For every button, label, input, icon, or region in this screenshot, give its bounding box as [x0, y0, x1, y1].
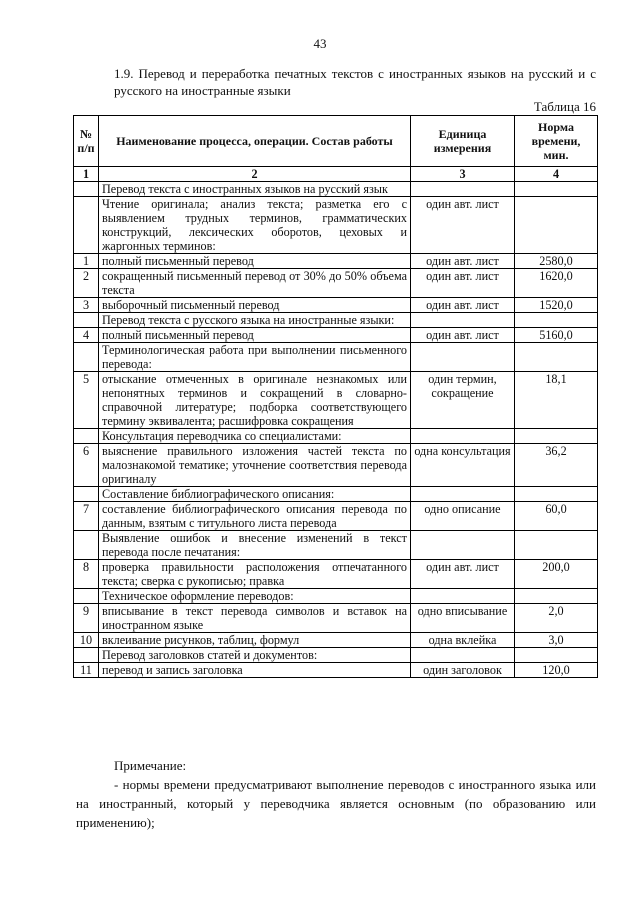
table-row — [74, 182, 598, 197]
table-row — [74, 372, 598, 429]
row-number — [74, 343, 99, 372]
row-number — [74, 182, 99, 197]
table-row — [74, 604, 598, 633]
norms-table — [73, 115, 598, 678]
row-norm: 2580,0 — [515, 254, 598, 269]
row-number — [74, 648, 99, 663]
row-norm — [515, 648, 598, 663]
notes-section — [76, 756, 596, 832]
table-row — [74, 633, 598, 648]
row-process-name: Консультация переводчика со специалистами: — [99, 429, 411, 444]
row-norm — [515, 343, 598, 372]
table-row — [74, 589, 598, 604]
row-unit — [411, 313, 515, 328]
row-process-name: Перевод текста с русского языка на иностранные языки: — [99, 313, 411, 328]
row-number: 8 — [74, 560, 99, 589]
row-unit: один авт. лист — [411, 197, 515, 254]
row-norm: 5160,0 — [515, 328, 598, 343]
section-heading-text: 1.9. Перевод и переработка печатных текстов с иностранных языков на русский и с русского на иностранные языки — [114, 66, 596, 98]
row-process-name: отыскание отмеченных в оригинале незнакомых или непонятных терминов и сокращений в словарно-справочной литературе; подборка соответствующего термину эквивалента; расшифровка сокращения — [99, 372, 411, 429]
row-unit: одно вписывание — [411, 604, 515, 633]
row-unit: одно описание — [411, 502, 515, 531]
table-row — [74, 343, 598, 372]
row-number — [74, 429, 99, 444]
row-process-name: вписывание в текст перевода символов и вставок на иностранном языке — [99, 604, 411, 633]
row-unit: один термин, сокращение — [411, 372, 515, 429]
row-unit — [411, 487, 515, 502]
table-row — [74, 648, 598, 663]
row-number — [74, 487, 99, 502]
column-number-4: 4 — [515, 167, 598, 182]
row-process-name: Перевод текста с иностранных языков на русский язык — [99, 182, 411, 197]
table-row — [74, 502, 598, 531]
table-row — [74, 197, 598, 254]
row-number: 7 — [74, 502, 99, 531]
row-norm — [515, 487, 598, 502]
section-heading — [76, 65, 596, 99]
row-unit — [411, 589, 515, 604]
column-numbers-row — [74, 167, 598, 182]
row-unit — [411, 648, 515, 663]
header-process-name: Наименование процесса, операции. Состав работы — [99, 116, 411, 167]
row-unit: одна консультация — [411, 444, 515, 487]
table-header-row — [74, 116, 598, 167]
row-process-name: Составление библиографического описания: — [99, 487, 411, 502]
table-row — [74, 487, 598, 502]
column-number-1: 1 — [74, 167, 99, 182]
row-unit — [411, 182, 515, 197]
row-number — [74, 531, 99, 560]
row-number: 4 — [74, 328, 99, 343]
row-norm: 1520,0 — [515, 298, 598, 313]
table-row — [74, 269, 598, 298]
row-number: 1 — [74, 254, 99, 269]
note-item: - нормы времени предусматривают выполнение переводов с иностранного языка или на иностранный, который у переводчика является основным (по образованию или применению); — [76, 777, 596, 830]
column-number-2: 2 — [99, 167, 411, 182]
row-norm: 200,0 — [515, 560, 598, 589]
row-process-name: Чтение оригинала; анализ текста; разметка его с выявлением трудных терминов, грамматических конструкций, лексических оборотов, цеховых и жаргонных терминов: — [99, 197, 411, 254]
row-process-name: выборочный письменный перевод — [99, 298, 411, 313]
table-row — [74, 444, 598, 487]
row-number — [74, 197, 99, 254]
row-number — [74, 313, 99, 328]
table-row — [74, 429, 598, 444]
row-process-name: Терминологическая работа при выполнении письменного перевода: — [99, 343, 411, 372]
row-unit — [411, 343, 515, 372]
row-number: 6 — [74, 444, 99, 487]
row-unit: одна вклейка — [411, 633, 515, 648]
row-process-name: проверка правильности расположения отпечатанного текста; сверка с рукописью; правка — [99, 560, 411, 589]
row-norm — [515, 589, 598, 604]
row-number: 5 — [74, 372, 99, 429]
row-norm: 60,0 — [515, 502, 598, 531]
row-number: 9 — [74, 604, 99, 633]
row-process-name: Перевод заголовков статей и документов: — [99, 648, 411, 663]
row-unit: один авт. лист — [411, 560, 515, 589]
row-unit — [411, 429, 515, 444]
row-unit: один авт. лист — [411, 328, 515, 343]
row-norm: 2,0 — [515, 604, 598, 633]
row-unit — [411, 531, 515, 560]
row-process-name: Техническое оформление переводов: — [99, 589, 411, 604]
row-process-name: перевод и запись заголовка — [99, 663, 411, 678]
row-unit: один авт. лист — [411, 269, 515, 298]
table-row — [74, 298, 598, 313]
table-row — [74, 328, 598, 343]
row-norm — [515, 182, 598, 197]
header-number: № п/п — [74, 116, 99, 167]
table-row — [74, 560, 598, 589]
column-number-3: 3 — [411, 167, 515, 182]
row-process-name: вклеивание рисунков, таблиц, формул — [99, 633, 411, 648]
row-norm — [515, 313, 598, 328]
row-number — [74, 589, 99, 604]
row-unit: один заголовок — [411, 663, 515, 678]
row-number: 3 — [74, 298, 99, 313]
row-number: 10 — [74, 633, 99, 648]
header-norm: Норма времени, мин. — [515, 116, 598, 167]
header-unit: Единица измерения — [411, 116, 515, 167]
page-number: 43 — [313, 36, 327, 51]
row-norm: 18,1 — [515, 372, 598, 429]
row-process-name: сокращенный письменный перевод от 30% до 50% объема текста — [99, 269, 411, 298]
row-norm — [515, 531, 598, 560]
row-norm: 36,2 — [515, 444, 598, 487]
row-norm: 1620,0 — [515, 269, 598, 298]
row-number: 2 — [74, 269, 99, 298]
row-norm: 3,0 — [515, 633, 598, 648]
table-row — [74, 531, 598, 560]
row-unit: один авт. лист — [411, 254, 515, 269]
notes-title: Примечание: — [114, 758, 187, 773]
row-process-name: Выявление ошибок и внесение изменений в текст перевода после печатания: — [99, 531, 411, 560]
row-norm: 120,0 — [515, 663, 598, 678]
table-row — [74, 254, 598, 269]
row-number: 11 — [74, 663, 99, 678]
row-norm — [515, 429, 598, 444]
table-row — [74, 313, 598, 328]
row-process-name: полный письменный перевод — [99, 328, 411, 343]
row-process-name: полный письменный перевод — [99, 254, 411, 269]
row-process-name: выяснение правильного изложения частей текста по малознакомой тематике; уточнение соответствия перевода оригиналу — [99, 444, 411, 487]
row-process-name: составление библиографического описания перевода по данным, взятым с титульного листа перевода — [99, 502, 411, 531]
row-norm — [515, 197, 598, 254]
row-unit: один авт. лист — [411, 298, 515, 313]
table-row — [74, 663, 598, 678]
table-label: Таблица 16 — [533, 99, 596, 114]
